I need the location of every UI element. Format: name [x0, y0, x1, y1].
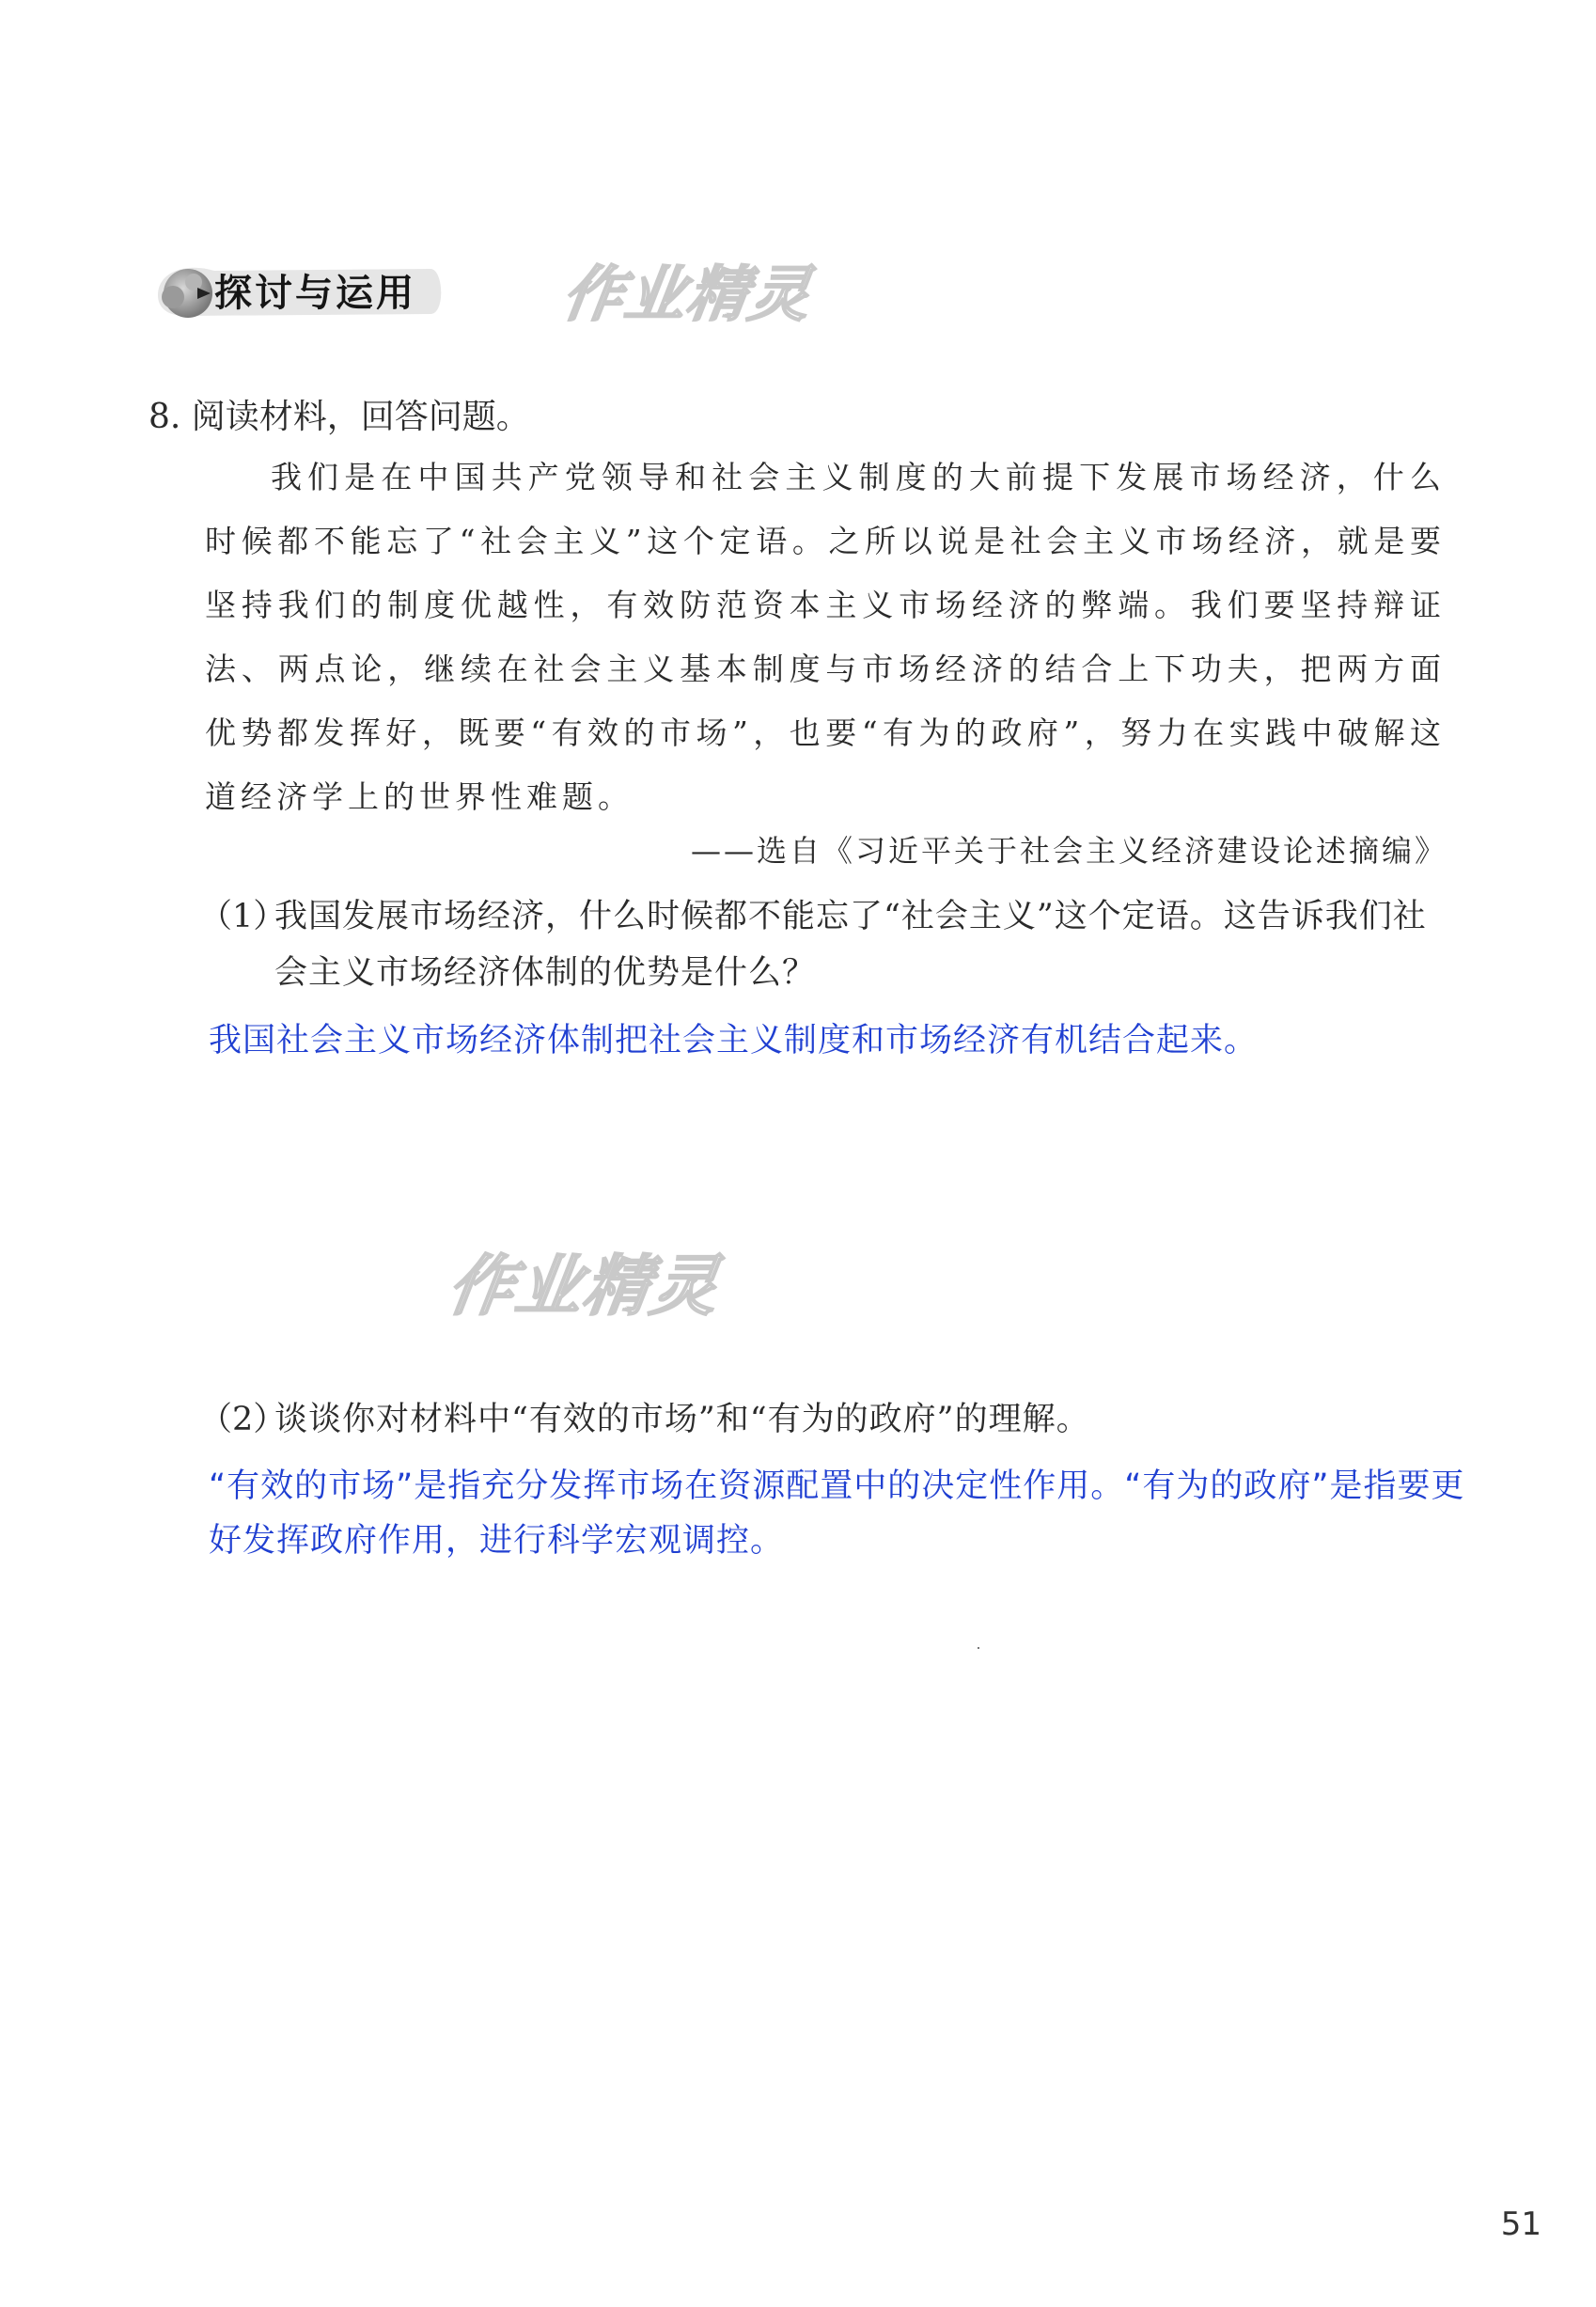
- watermark-top: 作业精灵: [557, 260, 817, 330]
- page-number: 51: [1500, 2205, 1541, 2243]
- watermark-middle: 作业精灵: [443, 1248, 725, 1325]
- question-title: 8. 阅读材料，回答问题。: [149, 398, 530, 436]
- sub-question-1-number: （1）: [199, 898, 287, 935]
- section-title: 探讨与运用: [214, 272, 416, 315]
- sub-question-1: [199, 888, 1459, 1011]
- stray-dot: [978, 1647, 979, 1649]
- sub-question-2-text: 谈谈你对材料中“有效的市场”和“有为的政府”的理解。: [274, 1401, 1090, 1438]
- sub-question-2: [199, 1391, 1459, 1457]
- reading-passage: 我们是在中国共产党领导和社会主义制度的大前提下发展市场经济，什么时候都不能忘了“社会主义”这个定语。之所以说是社会主义市场经济，就是要坚持我们的制度优越性，有效防范资本主义市场经济的弊端。我们要坚持辩证法、两点论，继续在社会主义基本制度与市场经济的结合上下功夫，把两方面优势都发挥好，既要“有效的市场”，也要“有为的政府”，努力在实践中破解这道经济学上的世界性难题。: [205, 459, 1446, 815]
- section-header: [149, 252, 449, 327]
- answer-1: 我国社会主义市场经济体制把社会主义制度和市场经济有机结合起来。: [209, 1022, 1259, 1059]
- sub-question-1-text: 我国发展市场经济，什么时候都不能忘了“社会主义”这个定语。这告诉我们社会主义市场经济体制的优势是什么？: [274, 898, 1427, 992]
- passage-source: ——选自《习近平关于社会主义经济建设论述摘编》: [690, 833, 1447, 869]
- answer-2: “有效的市场”是指充分发挥市场在资源配置中的决定性作用。“有为的政府”是指要更好发挥政府作用，进行科学宏观调控。: [209, 1467, 1465, 1560]
- sub-question-2-number: （2）: [199, 1401, 287, 1438]
